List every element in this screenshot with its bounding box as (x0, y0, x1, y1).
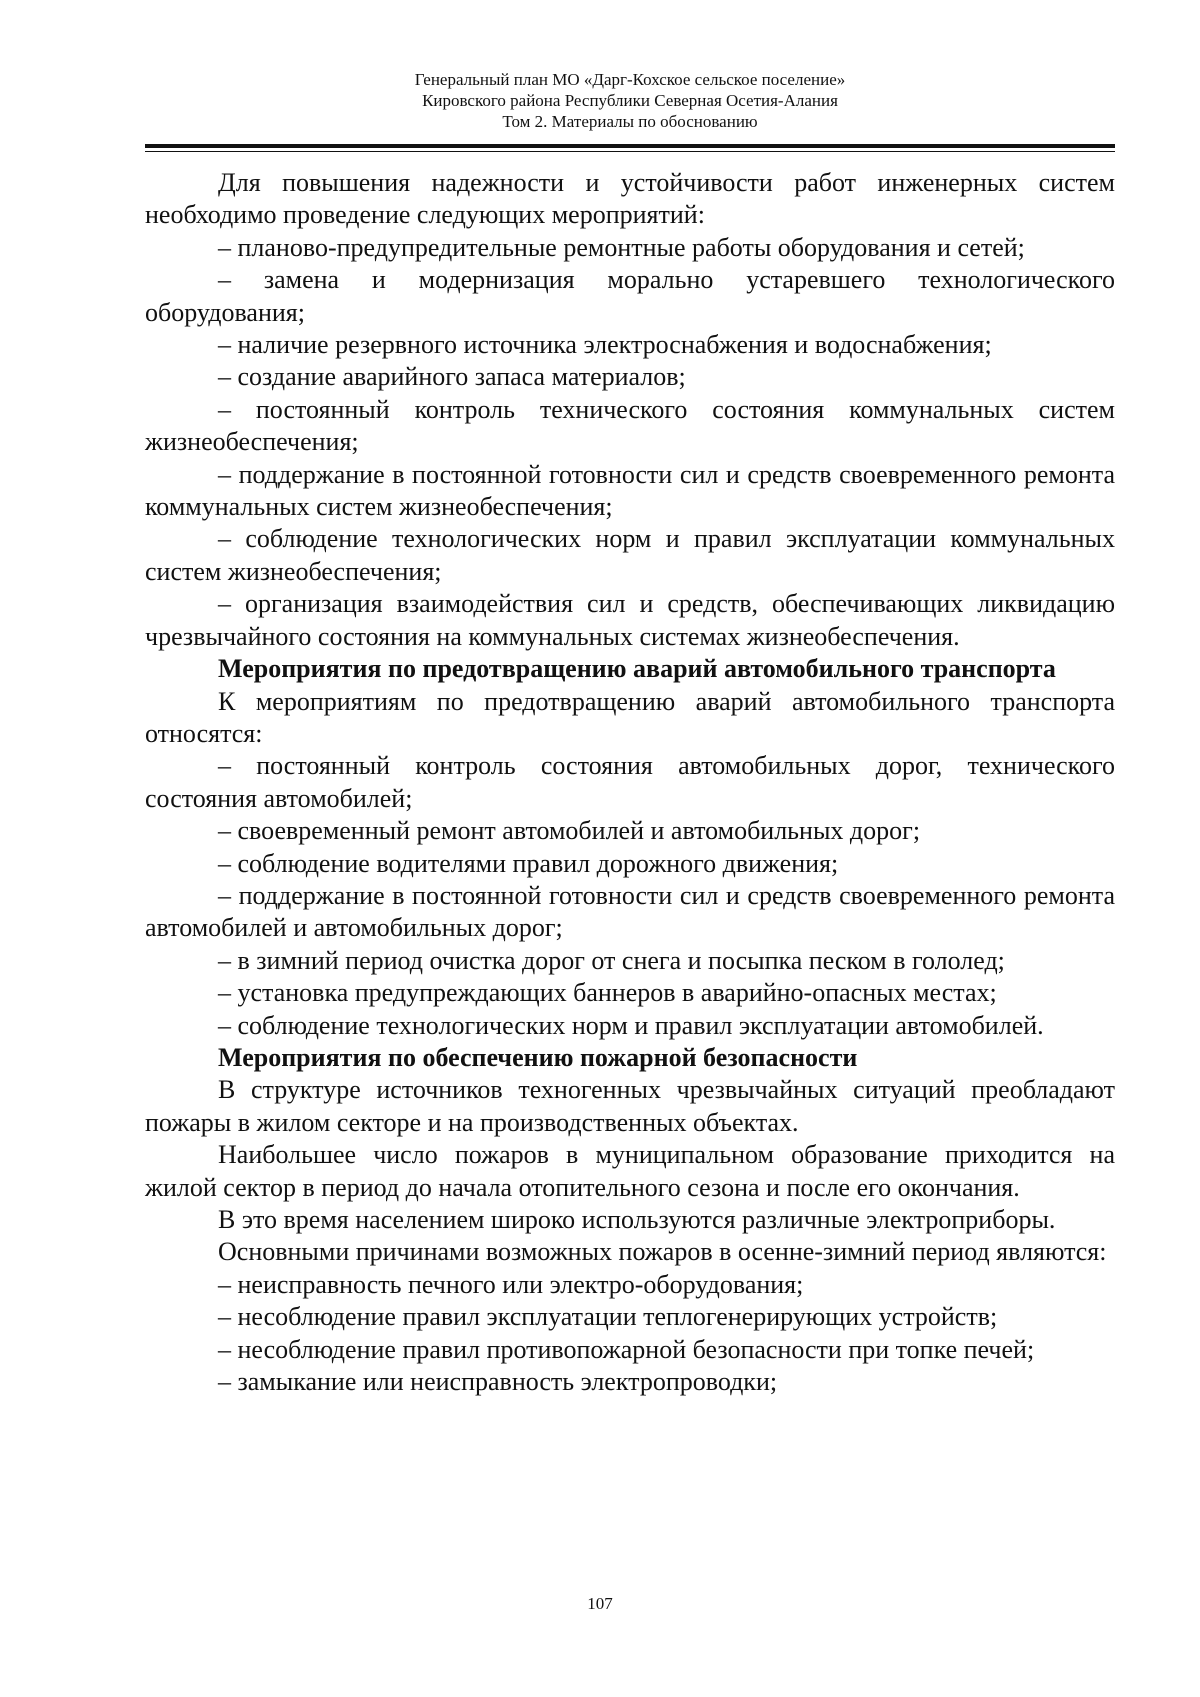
list-item: – своевременный ремонт автомобилей и автомобильных дорог; (218, 816, 921, 846)
list-item: – создание аварийного запаса материалов; (218, 362, 686, 392)
paragraph: В это время населением широко используются различные электроприборы. (218, 1205, 1056, 1234)
list-item: – поддержание в постоянной готовности сил и средств своевременного ремонта коммунальных систем жизнеобеспечения; (145, 459, 1115, 522)
header-rule-thin (145, 151, 1115, 152)
list-item: – поддержание в постоянной готовности сил и средств своевременного ремонта автомобилей и автомобильных дорог; (145, 880, 1115, 943)
page-header (145, 69, 1115, 132)
paragraph: Основными причинами возможных пожаров в осенне-зимний период являются: (218, 1237, 1107, 1267)
list-item: – соблюдение водителями правил дорожного движения; (218, 848, 839, 878)
section-heading-transport: Мероприятия по предотвращению аварий автомобильного транспорта (218, 654, 1056, 684)
list-item: – несоблюдение правил противопожарной безопасности при топке печей; (218, 1334, 1035, 1364)
list-item: – организация взаимодействия сил и средств, обеспечивающих ликвидацию чрезвычайного состояния на коммунальных системах жизнеобеспечения. (145, 589, 1115, 651)
list-item: – планово-предупредительные ремонтные работы оборудования и сетей; (218, 232, 1025, 262)
list-item: – соблюдение технологических норм и правил эксплуатации автомобилей. (218, 1010, 1044, 1040)
header-line-1: Генеральный план МО «Дарг-Кохское сельское поселение» (414, 70, 846, 89)
list-item: – замыкание или неисправность электропроводки; (218, 1367, 778, 1397)
paragraph: В структуре источников техногенных чрезвычайных ситуаций преобладают пожары в жилом секторе и на производственных объектах. (145, 1075, 1115, 1137)
header-line-2: Кировского района Республики Северная Осетия-Алания (422, 91, 838, 110)
list-item: – соблюдение технологических норм и правил эксплуатации коммунальных систем жизнеобеспечения; (145, 524, 1115, 586)
list-item: – несоблюдение правил эксплуатации теплогенерирующих устройств; (218, 1302, 998, 1332)
list-item: – в зимний период очистка дорог от снега и посыпка песком в гололед; (218, 945, 1005, 975)
list-item: – постоянный контроль технического состояния коммунальных систем жизнеобеспечения; (145, 394, 1115, 457)
list-item: – наличие резервного источника электроснабжения и водоснабжения; (218, 330, 992, 360)
page-number: 107 (587, 1594, 613, 1613)
header-rule-thick (145, 144, 1115, 148)
list-item: – замена и модернизация морально устаревшего технологического оборудования; (145, 265, 1115, 327)
paragraph: Для повышения надежности и устойчивости работ инженерных систем необходимо проведение следующих мероприятий: (145, 168, 1115, 230)
paragraph: Наибольшее число пожаров в муниципальном образование приходится на жилой сектор в период до начала отопительного сезона и после его окончания. (145, 1140, 1115, 1202)
paragraph: К мероприятиям по предотвращению аварий автомобильного транспорта относятся: (145, 686, 1115, 748)
section-heading-fire-safety: Мероприятия по обеспечению пожарной безопасности (218, 1042, 858, 1072)
list-item: – неисправность печного или электро-оборудования; (218, 1269, 804, 1299)
document-body (145, 167, 1115, 1398)
header-line-3: Том 2. Материалы по обоснованию (502, 112, 758, 131)
list-item: – постоянный контроль состояния автомобильных дорог, технического состояния автомобилей; (145, 751, 1115, 813)
list-item: – установка предупреждающих баннеров в аварийно-опасных местах; (218, 978, 997, 1008)
